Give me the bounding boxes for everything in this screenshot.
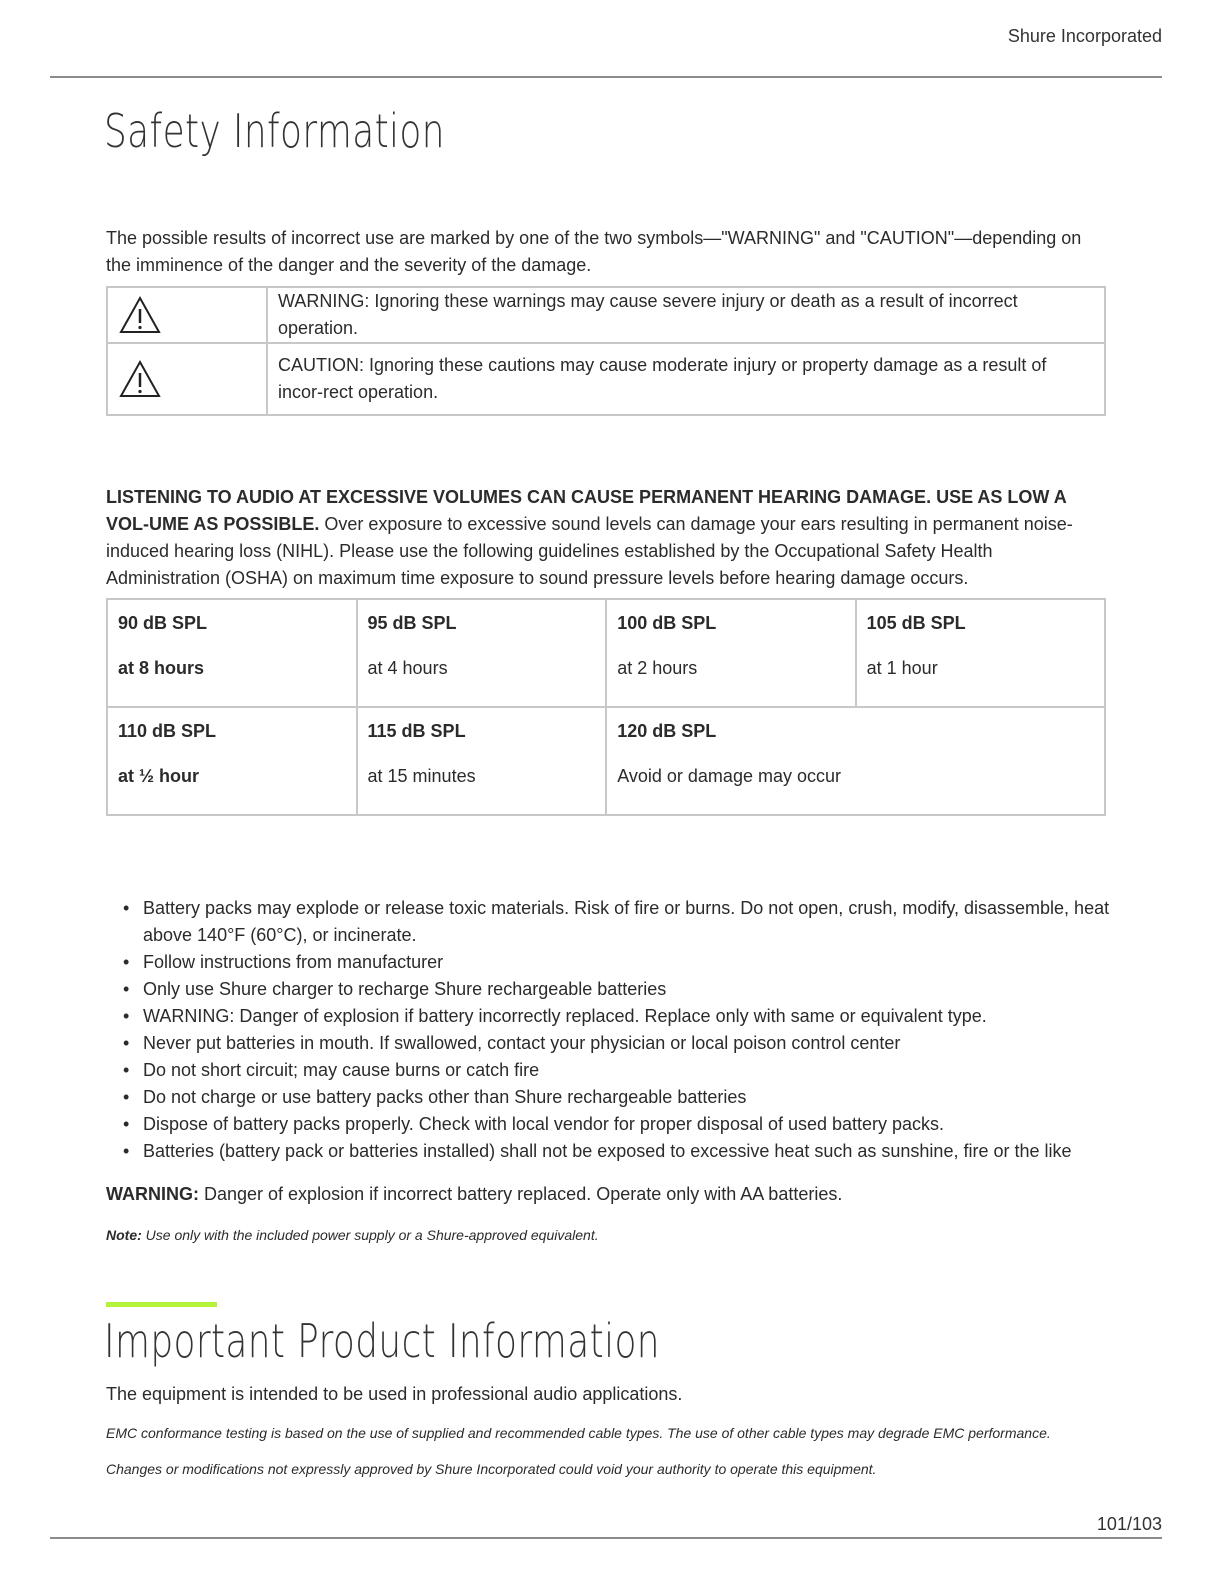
symbol-table — [106, 286, 1106, 416]
spl-time: Avoid or damage may occur — [617, 766, 841, 786]
list-item: • Dispose of battery packs properly. Check with local vendor for proper disposal of used battery packs. — [143, 1111, 1143, 1138]
spl-level: 90 dB SPL — [118, 613, 208, 633]
spl-cell — [357, 599, 607, 707]
spl-exposure-table — [106, 598, 1106, 816]
hearing-warning-bold: LISTENING TO AUDIO AT EXCESSIVE VOLUMES CAN CAUSE PERMANENT HEARING DAMAGE. USE AS LOW A VOL-UME AS POSSIBLE. — [106, 487, 1067, 534]
spl-row — [107, 707, 1105, 815]
list-item: • Do not short circuit; may cause burns or catch fire — [143, 1057, 1143, 1084]
warning-triangle-icon — [118, 295, 162, 335]
spl-time: at 8 hours — [118, 658, 205, 678]
list-item: • Never put batteries in mouth. If swallowed, contact your physician or local poison control center — [143, 1030, 1143, 1057]
warning-text: Danger of explosion if incorrect battery replaced. Operate only with AA batteries. — [199, 1184, 843, 1204]
warning-label: WARNING: — [106, 1184, 199, 1204]
spl-level: 115 dB SPL — [367, 721, 466, 741]
note-text: Use only with the included power supply or a Shure-approved equivalent. — [141, 1227, 599, 1243]
emc-statement: EMC conformance testing is based on the use of supplied and recommended cable types. The use of other cable types may degrade EMC performance. — [106, 1425, 1051, 1441]
symbol-row-caution — [107, 343, 1105, 415]
header-divider — [50, 76, 1162, 78]
list-item: • Follow instructions from manufacturer — [143, 949, 1143, 976]
battery-warning-list — [106, 895, 1143, 1165]
spl-level: 95 dB SPL — [367, 613, 457, 633]
spl-cell — [606, 707, 1105, 815]
battery-warning — [106, 1181, 1106, 1208]
list-item: • Do not charge or use battery packs other than Shure rechargeable batteries — [143, 1084, 1143, 1111]
spl-cell — [856, 599, 1105, 707]
power-supply-note — [106, 1227, 599, 1243]
spl-time: at 4 hours — [367, 658, 448, 678]
warning-definition: WARNING: Ignoring these warnings may cause severe injury or death as a result of incorrect operation. — [267, 287, 1105, 343]
section-accent-bar — [106, 1302, 217, 1307]
spl-level: 100 dB SPL — [617, 613, 717, 633]
footer-divider — [50, 1537, 1162, 1539]
caution-definition: CAUTION: Ignoring these cautions may cause moderate injury or property damage as a result of incor-rect operation. — [267, 343, 1105, 415]
symbol-row-warning — [107, 287, 1105, 343]
spl-time: at 1 hour — [866, 658, 938, 678]
spl-level: 105 dB SPL — [866, 613, 966, 633]
hearing-warning-text: Over exposure to excessive sound levels can damage your ears resulting in permanent noise-induced hearing loss (NIHL). Please use the following guidelines established by the Occupational Safety Health Administration (OSHA) on maximum time exposure to sound pressure levels before hearing damage occurs. — [106, 514, 1073, 588]
spl-cell — [107, 599, 357, 707]
warning-triangle-icon — [118, 359, 162, 399]
company-name: Shure Incorporated — [1007, 26, 1162, 46]
intended-use-text: The equipment is intended to be used in professional audio applications. — [106, 1384, 683, 1404]
list-item: • Battery packs may explode or release toxic materials. Risk of fire or burns. Do not open, crush, modify, disassemble, heat above 140°F (60°C), or incinerate. — [143, 895, 1143, 949]
safety-title: Safety Information — [104, 104, 445, 158]
list-item: • Only use Shure charger to recharge Shure rechargeable batteries — [143, 976, 1143, 1003]
page-number: 101/103 — [1096, 1514, 1162, 1534]
list-item: • Batteries (battery pack or batteries installed) shall not be exposed to excessive heat such as sunshine, fire or the like — [143, 1138, 1143, 1165]
spl-level: 110 dB SPL — [118, 721, 217, 741]
spl-time: at ½ hour — [118, 766, 200, 786]
spl-cell — [606, 599, 855, 707]
spl-row — [107, 599, 1105, 707]
modifications-statement: Changes or modifications not expressly approved by Shure Incorporated could void your authority to operate this equipment. — [106, 1461, 877, 1477]
spl-cell — [107, 707, 357, 815]
spl-level: 120 dB SPL — [617, 721, 717, 741]
hearing-warning — [106, 484, 1106, 592]
spl-time: at 15 minutes — [367, 766, 476, 786]
note-label: Note: — [106, 1227, 142, 1243]
spl-time: at 2 hours — [617, 658, 698, 678]
safety-intro: The possible results of incorrect use are marked by one of the two symbols—"WARNING" and "CAUTION"—depending on the imminence of the danger and the severity of the damage. — [106, 228, 1082, 275]
spl-cell — [357, 707, 607, 815]
product-info-title: Important Product Information — [104, 1314, 660, 1368]
list-item: • WARNING: Danger of explosion if battery incorrectly replaced. Replace only with same or equivalent type. — [143, 1003, 1143, 1030]
